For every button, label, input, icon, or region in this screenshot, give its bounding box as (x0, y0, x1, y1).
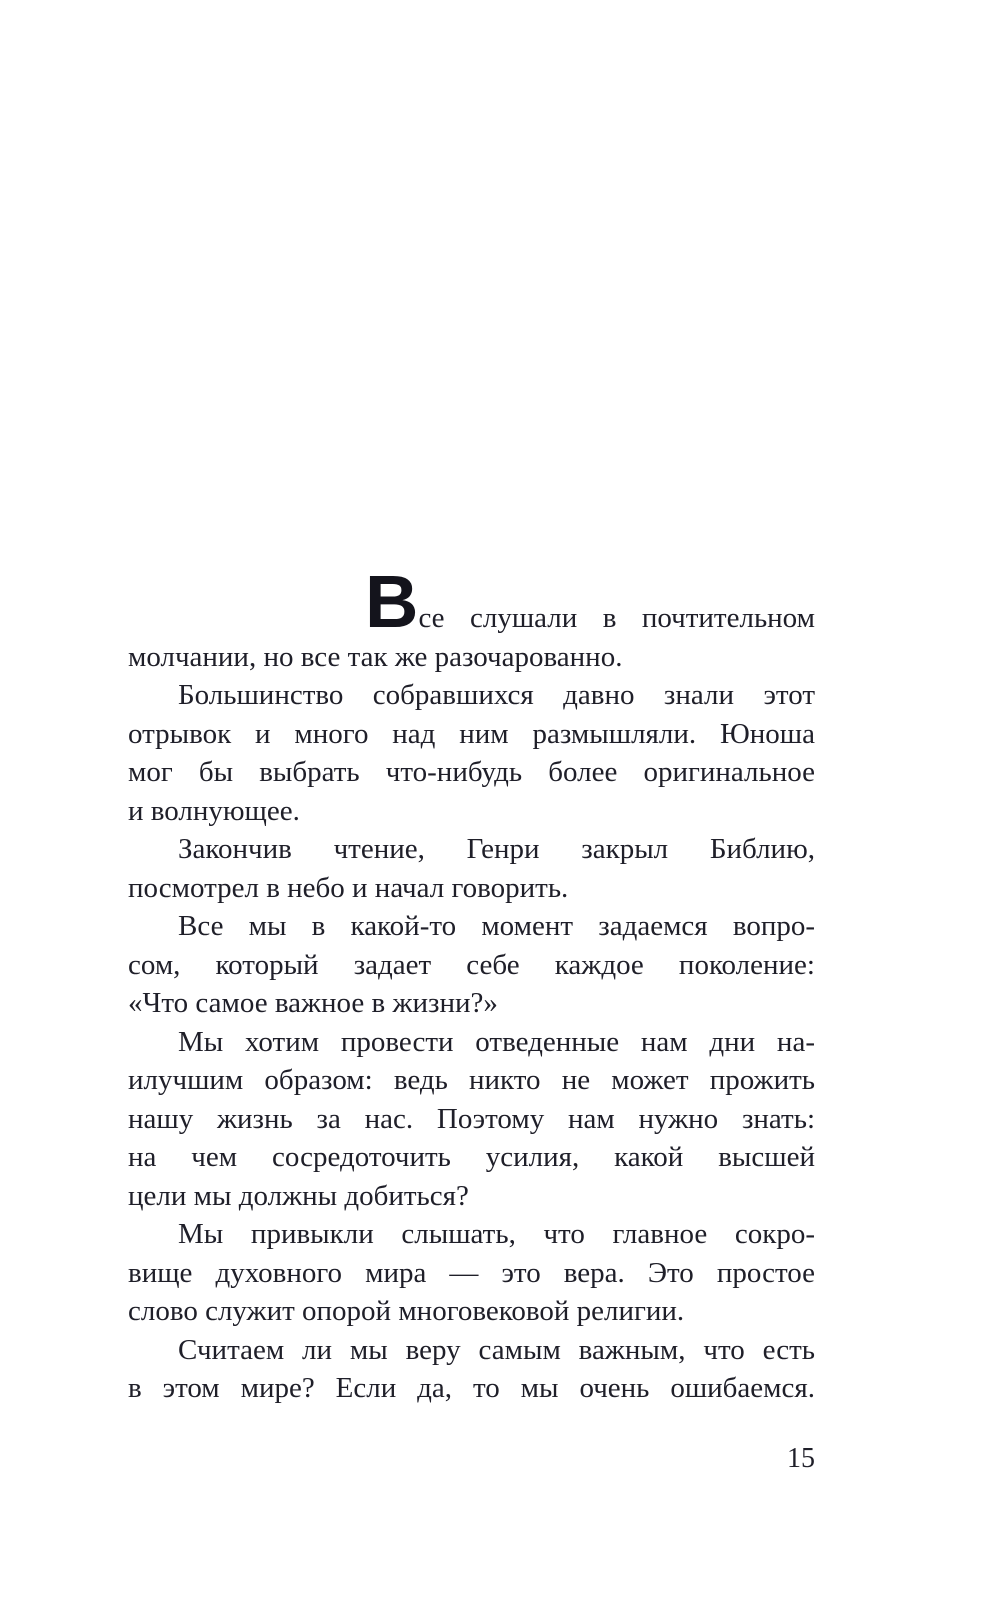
page-number: 15 (787, 1443, 815, 1474)
text-line: Закончив чтение, Генри закрыл Библию, (178, 833, 815, 865)
text-line: и волнующее. (128, 794, 300, 827)
text-line: слово служит опорой многовековой религии. (128, 1295, 685, 1327)
text-line: на чем сосредоточить усилия, какой высшей (128, 1141, 815, 1173)
text-line: молчании, но все так же разочарованно. (128, 640, 623, 673)
text-line: в этом мире? Если да, то мы очень ошибаемся. (128, 1372, 815, 1404)
text-line: нашу жизнь за нас. Поэтому нам нужно знать: (128, 1102, 815, 1135)
text-line: посмотрел в небо и начал говорить. (128, 871, 569, 904)
text-line: сом, который задает себе каждое поколение: (128, 948, 815, 981)
text-line: цели мы должны добиться? (128, 1179, 469, 1212)
dropcap-letter: В (365, 560, 419, 643)
text-line: мог бы выбрать что-нибудь более оригинальное (128, 756, 815, 788)
text-line: «Что самое важное в жизни?» (128, 987, 498, 1019)
text-line: Все мы в какой-то момент задаемся вопро- (178, 910, 815, 942)
page-text-block (128, 560, 815, 1408)
text-line: Считаем ли мы веру самым важным, что есть (178, 1333, 815, 1366)
text-line: Большинство собравшихся давно знали этот (178, 679, 815, 711)
text-line: Мы привыкли слышать, что главное сокро- (178, 1218, 815, 1250)
text-line: Все слушали в почтительном (365, 560, 815, 643)
text-line: отрывок и много над ним размышляли. Юноша (128, 717, 815, 750)
text-line: илучшим образом: ведь никто не может прожить (128, 1064, 815, 1096)
text-line: вище духовного мира — это вера. Это простое (128, 1256, 815, 1289)
text-line: Мы хотим провести отведенные нам дни на- (178, 1025, 815, 1058)
